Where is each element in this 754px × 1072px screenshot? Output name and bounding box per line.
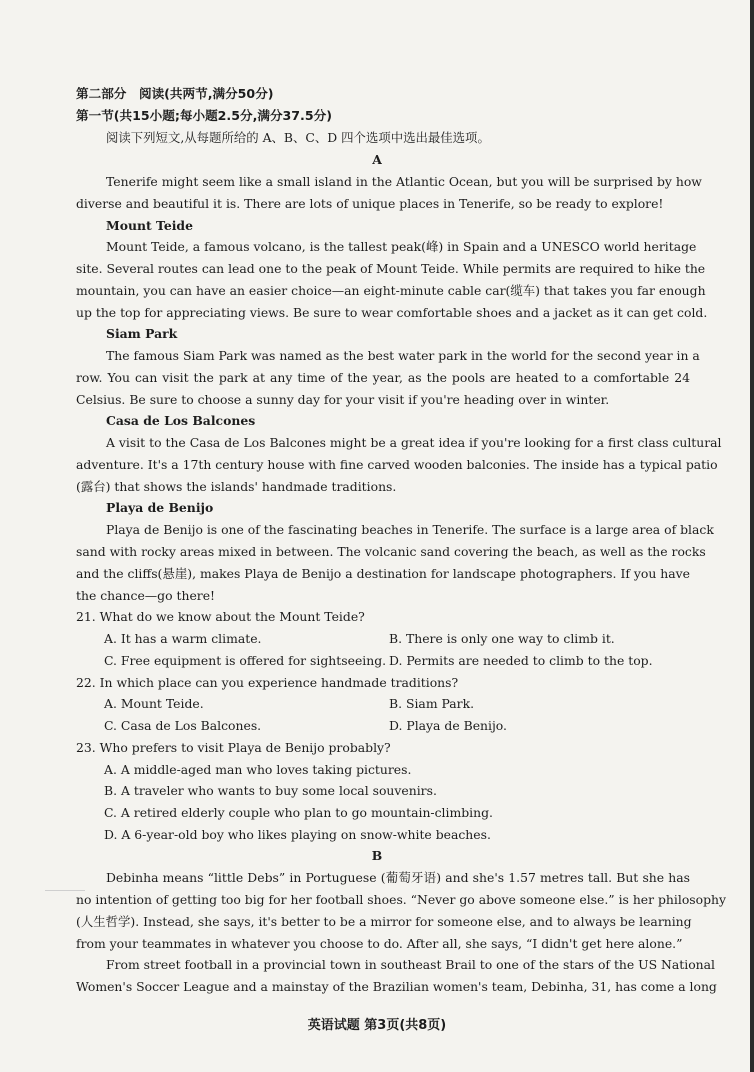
casa-line: adventure. It's a 17th century house with fine carved wooden balconies. The inside has a typical patio — [76, 457, 718, 472]
question-21-option-d: D. Permits are needed to climb to the top. — [389, 653, 653, 668]
scan-edge — [750, 0, 754, 1072]
casa-line: (露台) that shows the islands' handmade traditions. — [76, 479, 397, 494]
playa-line: Playa de Benijo is one of the fascinating beaches in Tenerife. The surface is a large area of black — [106, 522, 714, 537]
passage-b-letter: B — [371, 848, 383, 863]
casa-line: A visit to the Casa de Los Balcones might be a great idea if you're looking for a first class cultural — [106, 435, 722, 450]
page-footer: 英语试题 第3页(共8页) — [307, 1018, 447, 1033]
passage-b-line: From street football in a provincial town in southeast Brail to one of the stars of the US National — [106, 957, 716, 972]
question-23-option-a: A. A middle-aged man who loves taking pictures. — [104, 762, 412, 777]
question-22-option-c: C. Casa de Los Balcones. — [104, 718, 262, 733]
question-22-stem: 22. In which place can you experience handmade traditions? — [76, 675, 459, 690]
scan-artifact — [45, 890, 85, 891]
playa-line: sand with rocky areas mixed in between. The volcanic sand covering the beach, as well as the rocks — [76, 544, 706, 559]
teide-line: site. Several routes can lead one to the peak of Mount Teide. While permits are required to hike the — [76, 261, 706, 276]
question-23-option-d: D. A 6-year-old boy who likes playing on snow-white beaches. — [104, 827, 491, 842]
passage-b-line: no intention of getting too big for her football shoes. “Never go above someone else.” is her philosophy — [76, 892, 727, 907]
playa-title: Playa de Benijo — [106, 500, 214, 515]
intro-line: Tenerife might seem like a small island in the Atlantic Ocean, but you will be surprised by how — [106, 174, 702, 189]
teide-title: Mount Teide — [106, 218, 193, 233]
teide-line: mountain, you can have an easier choice—an eight-minute cable car(缆车) that takes you far enough — [76, 283, 706, 298]
question-23-option-c: C. A retired elderly couple who plan to go mountain-climbing. — [104, 805, 493, 820]
siam-line: The famous Siam Park was named as the best water park in the world for the second year in a — [106, 348, 700, 363]
casa-title: Casa de Los Balcones — [106, 413, 256, 428]
section-heading: 第一节(共15小题;每小题2.5分,满分37.5分) — [76, 108, 332, 123]
question-22-option-b: B. Siam Park. — [389, 696, 475, 711]
question-22-option-d: D. Playa de Benijo. — [389, 718, 507, 733]
question-21-option-a: A. It has a warm climate. — [104, 631, 262, 646]
question-21-option-c: C. Free equipment is offered for sightseeing. — [104, 653, 387, 668]
question-23-option-b: B. A traveler who wants to buy some local souvenirs. — [104, 783, 437, 798]
passage-b-line: Women's Soccer League and a mainstay of the Brazilian women's team, Debinha, 31, has come a long — [76, 979, 717, 994]
teide-line: up the top for appreciating views. Be sure to wear comfortable shoes and a jacket as it can get cold. — [76, 305, 708, 320]
siam-line: Celsius. Be sure to choose a sunny day for your visit if you're heading over in winter. — [76, 392, 610, 407]
teide-line: Mount Teide, a famous volcano, is the tallest peak(峰) in Spain and a UNESCO world heritage — [106, 239, 697, 254]
question-23-stem: 23. Who prefers to visit Playa de Benijo probably? — [76, 740, 391, 755]
passage-b-line: from your teammates in whatever you choose to do. After all, she says, “I didn't get here alone.” — [76, 936, 683, 951]
passage-b-line: (人生哲学). Instead, she says, it's better to be a mirror for someone else, and to always be learning — [76, 914, 692, 929]
siam-title: Siam Park — [106, 326, 178, 341]
question-22-option-a: A. Mount Teide. — [104, 696, 204, 711]
playa-line: the chance—go there! — [76, 588, 216, 603]
playa-line: and the cliffs(悬崖), makes Playa de Benijo a destination for landscape photographers. If you have — [76, 566, 690, 581]
passage-a-letter: A — [372, 152, 382, 167]
passage-b-line: Debinha means “little Debs” in Portuguese (葡萄牙语) and she's 1.57 metres tall. But she has — [106, 870, 690, 885]
instruction: 阅读下列短文,从每题所给的 A、B、C、D 四个选项中选出最佳选项。 — [106, 130, 490, 145]
intro-line: diverse and beautiful it is. There are lots of unique places in Tenerife, so be ready to explore! — [76, 196, 664, 211]
question-21-stem: 21. What do we know about the Mount Teide? — [76, 609, 365, 624]
siam-line: row. You can visit the park at any time of the year, as the pools are heated to a comfortable 24 — [76, 370, 690, 385]
question-21-option-b: B. There is only one way to climb it. — [389, 631, 615, 646]
part-heading: 第二部分 阅读(共两节,满分50分) — [76, 86, 274, 101]
